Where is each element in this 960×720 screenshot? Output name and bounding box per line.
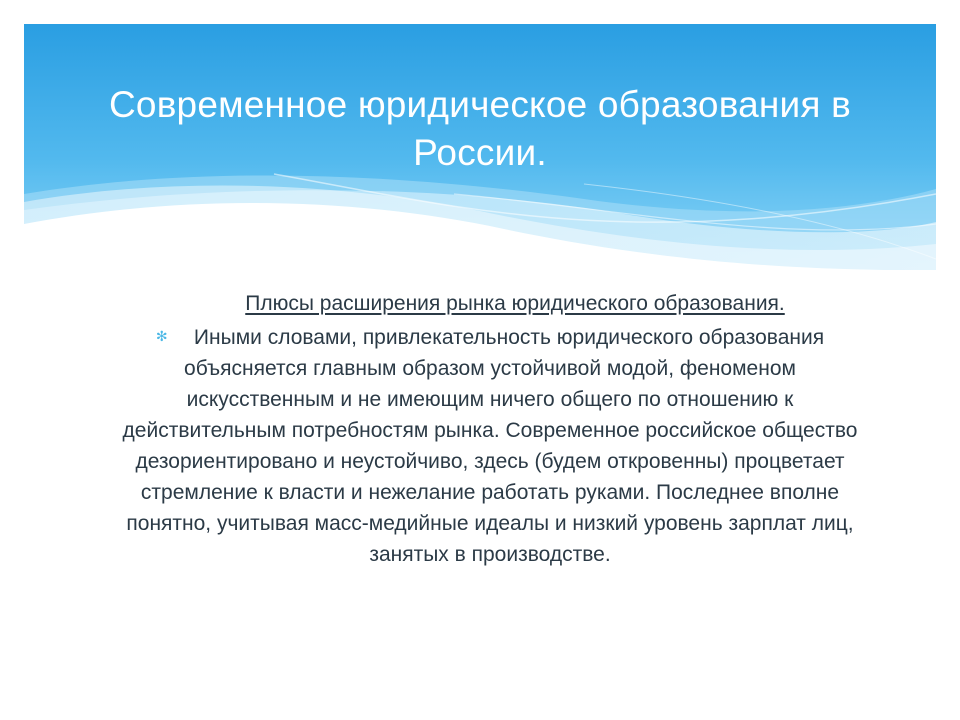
slide-content: [110, 288, 870, 570]
bullet-text: Иными словами, привлекательность юридического образования объясняется главным образом устойчивой модой, феноменом искусственным и не имеющим ничего общего по отношению к действительным потребностям рынка. Современное российское общество дезориентировано и неустойчиво, здесь (будем откровенны) процветает стремление к власти и нежелание работать руками. Последнее вполне понятно, учитывая масс-медийные идеалы и низкий уровень зарплат лиц, занятых в производстве.: [122, 326, 858, 566]
bullet-paragraph: [110, 321, 870, 570]
subheading: Плюсы расширения рынка юридического образования.: [245, 292, 785, 315]
asterisk-bullet-icon: ✻: [155, 328, 168, 344]
slide-title: Современное юридическое образования в России.: [109, 83, 851, 173]
